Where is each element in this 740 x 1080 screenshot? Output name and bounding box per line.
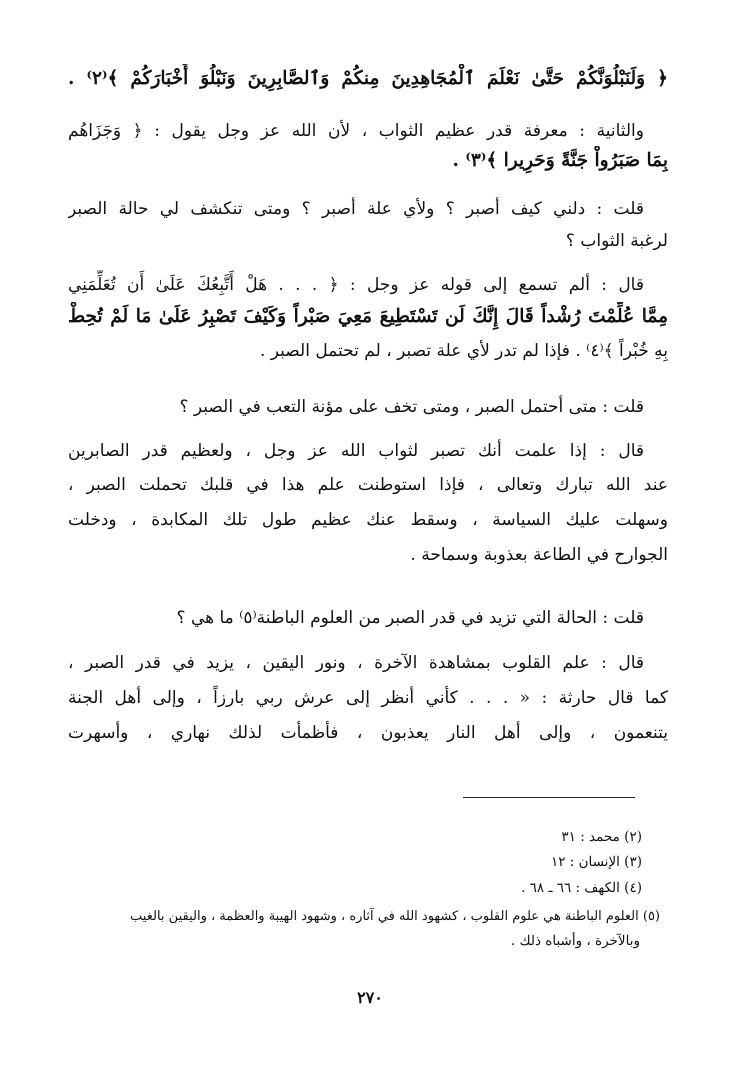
answer-line-1: قال : إذا علمت أنك تصبر لثواب الله عز وجل ، ولعظيم قدر الصابرين [68,441,644,461]
footnote-divider [463,797,635,798]
paragraph-second-reason: والثانية : معرفة قدر عظيم الثواب ، لأن الله عز وجل يقول : ﴿ وَجَزَاهُم [68,121,644,141]
answer-line-4: الجوارح في الطاعة بعذوبة وسماحة . [410,545,668,565]
answer-harithah-line-2: كما قال حارثة : « . . . كأني أنظر إلى عرش ربي بارزاً ، وإلى أهل الجنة [68,688,668,708]
question-inner-knowledge: قلت : الحالة التي تزيد في قدر الصبر من العلوم الباطنة⁽٥⁾ ما هي ؟ [176,608,644,628]
question-bearing-patience: قلت : متى أحتمل الصبر ، ومتى تخف على مؤنة التعب في الصبر ؟ [179,397,644,417]
footnote-5-line-2: وبالآخرة ، وأشباه ذلك . [510,933,640,949]
footnote-3: (٣) الإنسان : ١٢ [550,854,642,870]
answer-quran-intro: قال : ألم تسمع إلى قوله عز وجل : ﴿ . . . هَلْ أَتَّبِعُكَ عَلَىٰ أَن تُعَلِّمَنِي [68,275,644,295]
answer-harithah-line-1: قال : علم القلوب بمشاهدة الآخرة ، ونور اليقين ، يزيد في قدر الصبر ، [68,653,644,673]
footnote-4: (٤) الكهف : ٦٦ ـ ٦٨ . [521,880,642,896]
quran-verse-line-3: مِمَّا عُلِّمْتَ رُشْداً قَالَ إِنَّكَ لَن تَسْتَطِيعَ مَعِيَ صَبْراً وَكَيْفَ تَصْبِرُ عَلَىٰ مَا لَمْ تُحِطْ [68,306,668,327]
quran-verse-line-4: بِهِ خُبْراً ﴾⁽٤⁾ . فإذا لم تدر لأي علة تصبر ، لم تحتمل الصبر . [259,341,668,361]
answer-line-2: عند الله تبارك وتعالى ، فإذا استوطنت علم هذا في قلبك تحملت الصبر ، [68,475,668,495]
footnote-5-line-1: (٥) العلوم الباطنة هي علوم القلوب ، كشهود الله في آثاره ، وشهود الهيبة والعظمة ، واليقين بالغيب [130,909,660,924]
footnote-2: (٢) محمد : ٣١ [561,829,642,845]
page-number: ٢٧٠ [357,988,383,1007]
answer-line-3: وسهلت عليك السياسة ، وسقط عنك عظيم طول تلك المكابدة ، ودخلت [68,510,668,530]
quran-verse-line-1: ﴿ وَلَنَبْلُوَنَّكُمْ حَتَّىٰ نَعْلَمَ ٱلْمُجَاهِدِينَ مِنكُمْ وَٱلصَّابِرِينَ وَنَبْلُوَ أَخْبَارَكُمْ ﴾⁽٢⁾ . [68,68,668,89]
question-how-to-be-patient: قلت : دلني كيف أصبر ؟ ولأي علة أصبر ؟ ومتى تنكشف لي حالة الصبر [68,199,644,219]
quran-verse-line-2: بِمَا صَبَرُواْ جَنَّةً وَحَرِيرا ﴾⁽٣⁾ . [452,150,668,171]
question-continuation: لرغبة الثواب ؟ [565,231,668,251]
answer-harithah-line-3: يتنعمون ، وإلى أهل النار يعذبون ، فأظمأت لذلك نهاري ، وأسهرت [68,723,668,743]
